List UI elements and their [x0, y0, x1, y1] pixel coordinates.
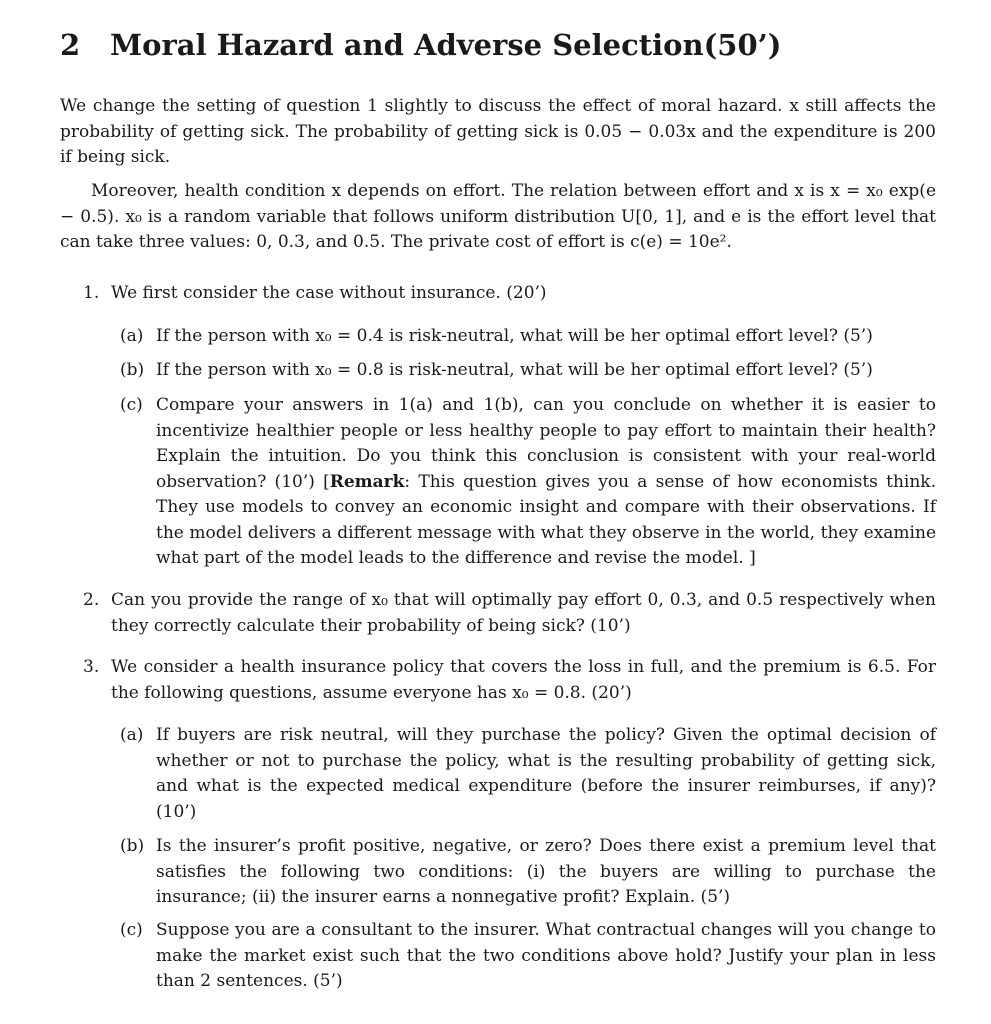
question-1a	[120, 324, 936, 350]
question-3a	[120, 723, 936, 825]
section-number: 2	[60, 28, 81, 62]
question-1c-label: (c)	[120, 395, 143, 415]
section-title: Moral Hazard and Adverse Selection(50’)	[110, 28, 782, 62]
question-3	[83, 655, 936, 706]
question-1b-label: (b)	[120, 360, 145, 380]
question-1-number: 1.	[83, 283, 100, 303]
question-3b-text: Is the insurer’s profit positive, negative, or zero? Does there exist a premium level that satisfies the following two conditions: (i) the buyers are willing to purchase the insurance; (ii) the insurer earns a nonnegative profit? Explain. (5’)	[156, 836, 936, 907]
question-2-text: Can you provide the range of x₀ that will optimally pay effort 0, 0.3, and 0.5 respectively when they correctly calculate their probability of being sick? (10’)	[111, 590, 936, 636]
question-1a-text: If the person with x₀ = 0.4 is risk-neutral, what will be her optimal effort level? (5’)	[156, 326, 873, 346]
question-1a-label: (a)	[120, 326, 144, 346]
question-1c	[120, 393, 936, 572]
question-1c-text: Compare your answers in 1(a) and 1(b), can you conclude on whether it is easier to incentivize healthier people or less healthy people to pay effort to maintain their health? Explain the intuition. Do you think this conclusion is consistent with your real-world observation? (10’) [	[156, 395, 936, 492]
question-2-number: 2.	[83, 590, 100, 610]
question-3c-text: Suppose you are a consultant to the insurer. What contractual changes will you change to make the market exist such that the two conditions above hold? Justify your plan in less than 2 sentences. (5’)	[156, 920, 936, 991]
section-heading	[60, 28, 781, 62]
intro-paragraph-1: We change the setting of question 1 slightly to discuss the effect of moral hazard. x still affects the probability of getting sick. The probability of getting sick is 0.05 − 0.03x and the expenditure is 200 if being sick.	[60, 96, 936, 167]
question-3-text: We consider a health insurance policy that covers the loss in full, and the premium is 6.5. For the following questions, assume everyone has x₀ = 0.8. (20’)	[111, 657, 936, 703]
question-3b	[120, 834, 936, 911]
question-1	[83, 281, 936, 307]
question-3a-text: If buyers are risk neutral, will they purchase the policy? Given the optimal decision of whether or not to purchase the policy, what is the resulting probability of getting sick, and what is the expected medical expenditure (before the insurer reimburses, if any)? (10’)	[156, 725, 936, 822]
question-3c-label: (c)	[120, 920, 143, 940]
question-3a-label: (a)	[120, 725, 144, 745]
intro-paragraph-2: Moreover, health condition x depends on effort. The relation between effort and x is x = x₀ exp(e − 0.5). x₀ is a random variable that follows uniform distribution U[0, 1], and e is the effort level that can take three values: 0, 0.3, and 0.5. The private cost of effort is c(e) = 10e².	[60, 181, 936, 252]
remark-label: Remark	[329, 471, 405, 492]
question-3c	[120, 918, 936, 995]
question-2	[83, 588, 936, 639]
remark-text: : This question gives you a sense of how economists think. They use models to convey an economic insight and compare with their observations. If the model delivers a different message with what they observe in the world, they examine what part of the model leads to the difference and revise the model. ]	[156, 471, 936, 568]
question-3-number: 3.	[83, 657, 100, 677]
question-1b	[120, 358, 936, 384]
question-3b-label: (b)	[120, 836, 145, 856]
question-1b-text: If the person with x₀ = 0.8 is risk-neutral, what will be her optimal effort level? (5’)	[156, 360, 873, 380]
question-1-text: We first consider the case without insurance. (20’)	[111, 283, 547, 303]
